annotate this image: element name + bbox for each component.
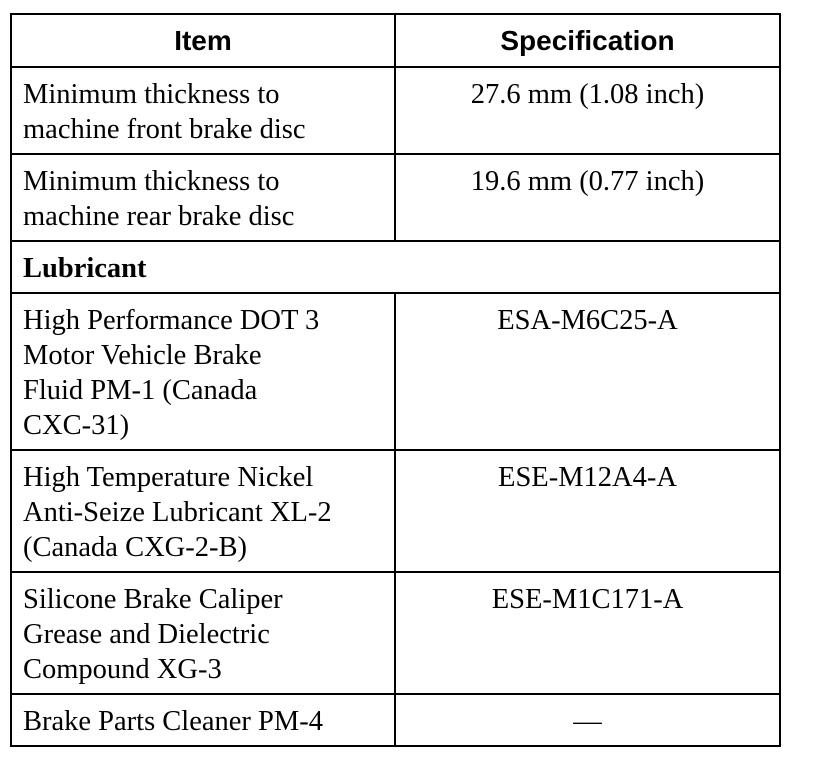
item-line: machine front brake disc — [23, 114, 306, 145]
item-cell — [11, 154, 395, 241]
table-header-row — [11, 14, 780, 67]
table-row — [11, 154, 780, 241]
item-line: (Canada CXG-2-B) — [23, 532, 247, 563]
spec-cell: ESA-M6C25-A — [395, 293, 780, 450]
spec-cell: 27.6 mm (1.08 inch) — [395, 67, 780, 154]
item-cell — [11, 572, 395, 694]
item-line: Fluid PM-1 (Canada — [23, 375, 258, 406]
section-row — [11, 241, 780, 293]
header-specification: Specification — [395, 14, 780, 67]
spec-cell: ESE-M1C171-A — [395, 572, 780, 694]
item-cell — [11, 694, 395, 746]
table-row — [11, 293, 780, 450]
item-line: High Temperature Nickel — [23, 462, 314, 493]
header-item: Item — [11, 14, 395, 67]
item-cell — [11, 67, 395, 154]
item-line: CXC-31) — [23, 410, 130, 441]
table-row — [11, 450, 780, 572]
spec-cell: ESE-M12A4-A — [395, 450, 780, 572]
spec-cell: 19.6 mm (0.77 inch) — [395, 154, 780, 241]
item-line: High Performance DOT 3 — [23, 305, 320, 336]
item-line: Minimum thickness to — [23, 79, 280, 110]
item-line: Minimum thickness to — [23, 166, 280, 197]
specification-table — [10, 13, 781, 747]
item-line: Brake Parts Cleaner PM-4 — [23, 706, 323, 737]
table-row — [11, 572, 780, 694]
item-line: Motor Vehicle Brake — [23, 340, 262, 371]
table-row — [11, 694, 780, 746]
item-cell — [11, 450, 395, 572]
spec-cell: — — [395, 694, 780, 746]
item-line: Compound XG-3 — [23, 654, 222, 685]
item-line: Silicone Brake Caliper — [23, 584, 283, 615]
item-line: machine rear brake disc — [23, 201, 295, 232]
item-cell — [11, 293, 395, 450]
item-line: Grease and Dielectric — [23, 619, 270, 650]
item-line: Anti-Seize Lubricant XL-2 — [23, 497, 332, 528]
table-row — [11, 67, 780, 154]
section-heading-lubricant: Lubricant — [11, 241, 780, 293]
